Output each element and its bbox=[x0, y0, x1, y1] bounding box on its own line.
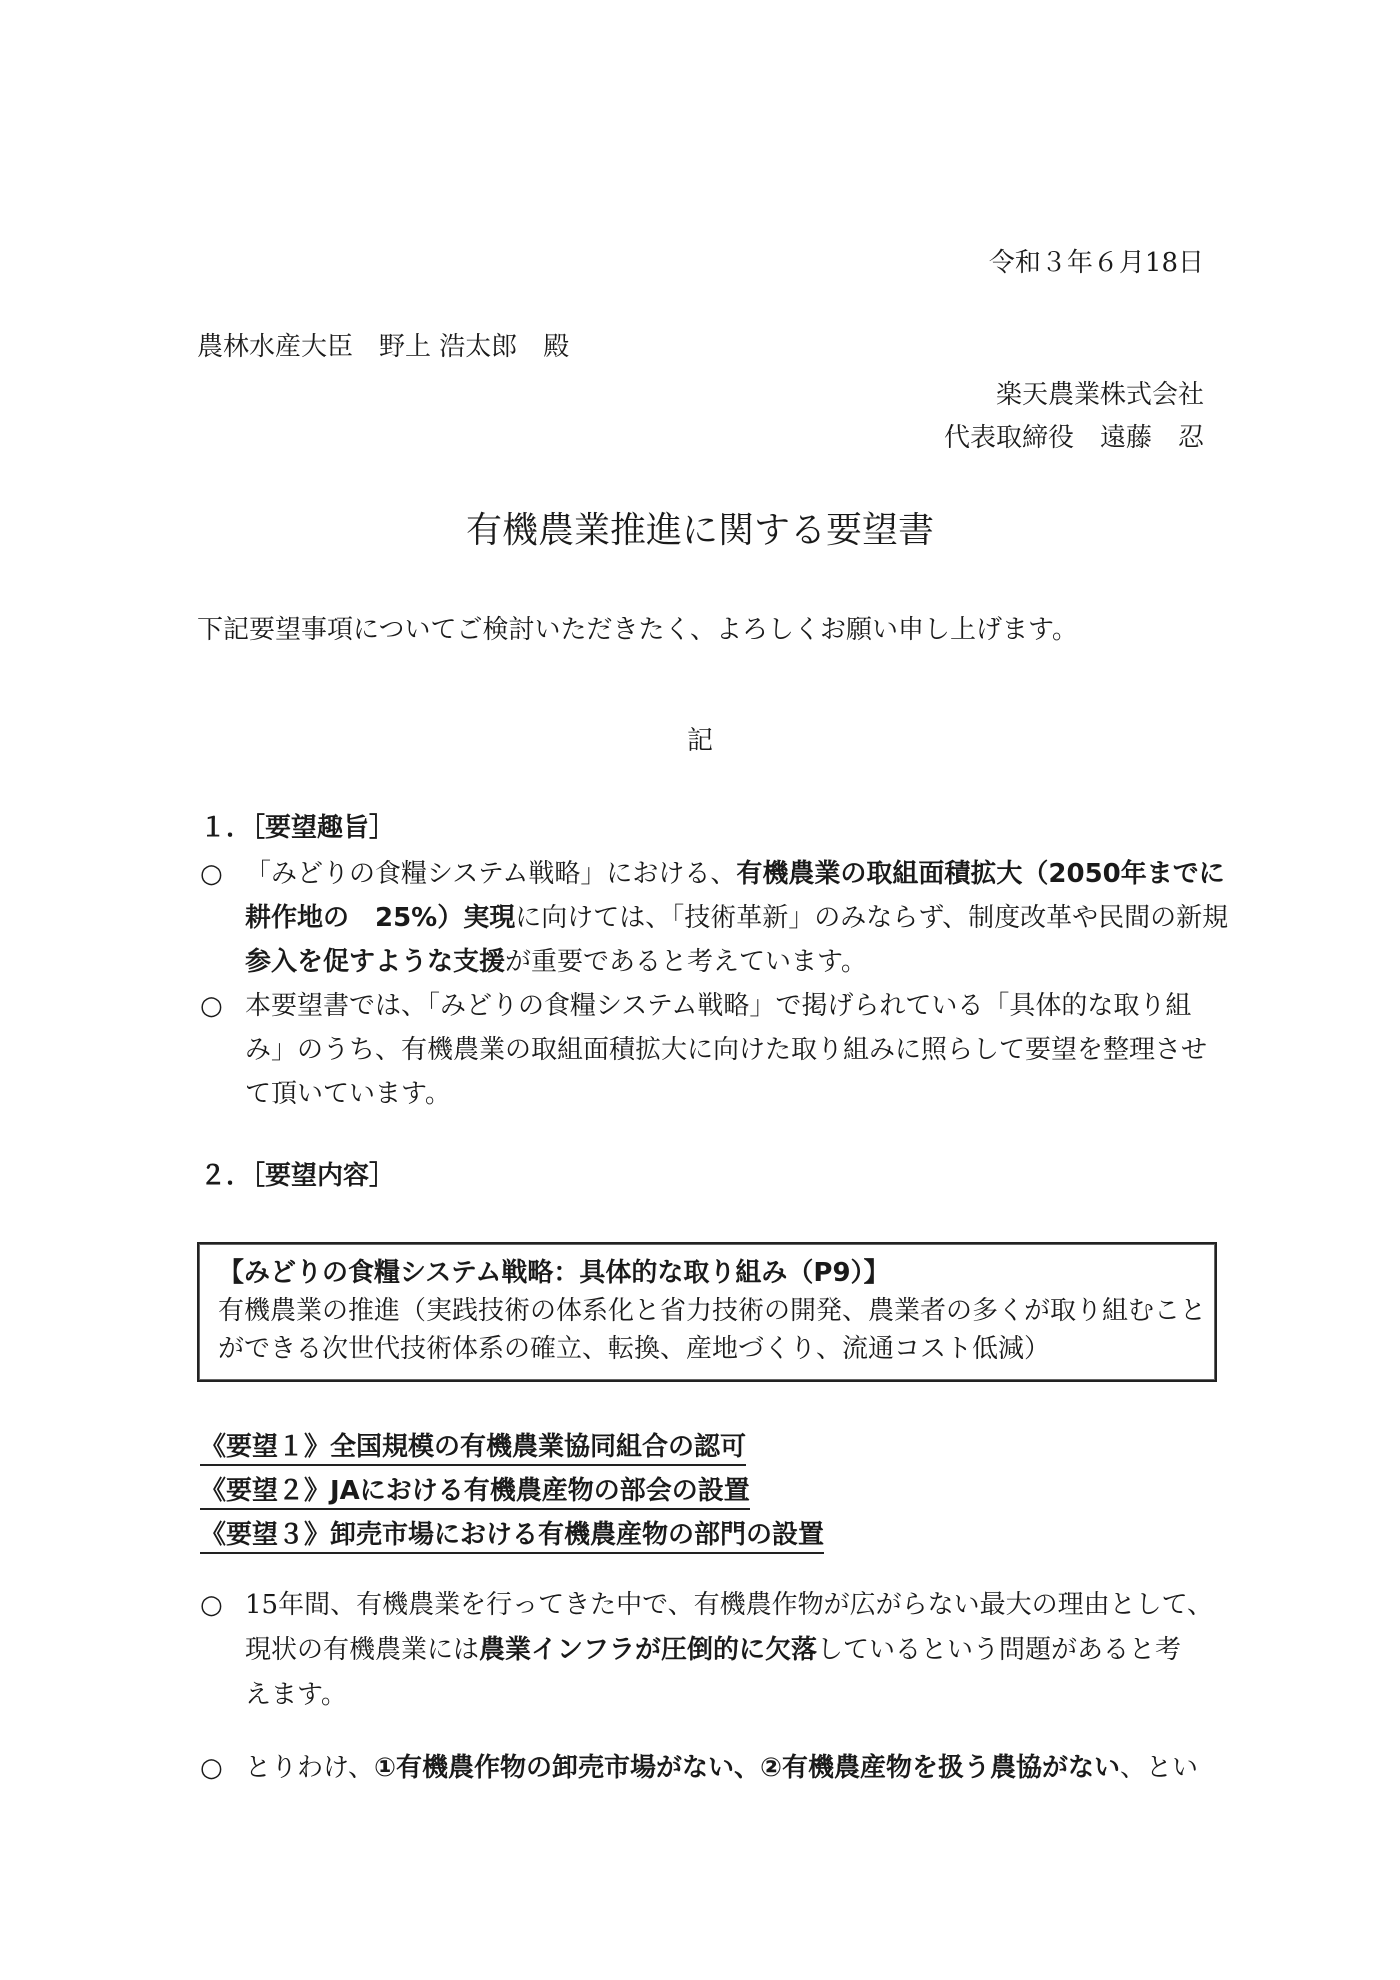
bullet-marker: ○ bbox=[200, 991, 223, 1021]
para1-line1: 15年間、有機農業を行ってきた中で、有機農作物が広がらない最大の理由として、 bbox=[245, 1590, 1214, 1620]
para1-line3: えます。 bbox=[245, 1680, 347, 1710]
s1-item1-line1 bbox=[245, 861, 1225, 887]
s1-item2-line1: 本要望書では、「みどりの食糧システム戦略」で掲げられている「具体的な取り組 bbox=[245, 991, 1192, 1021]
text-normal: 、とい bbox=[1120, 1753, 1199, 1783]
text-normal: が重要であると考えています。 bbox=[505, 947, 867, 977]
intro-text: 下記要望事項についてご検討いただきたく、よろしくお願い申し上げます。 bbox=[197, 615, 1078, 645]
section1-heading: １．［要望趣旨］ bbox=[200, 813, 396, 843]
ki-heading: 記 bbox=[686, 726, 713, 756]
bullet-marker: ○ bbox=[200, 1753, 223, 1783]
text-bold: 有機農業の取組面積拡大（2050年までに bbox=[736, 859, 1225, 889]
para1-line2 bbox=[245, 1637, 1181, 1663]
s1-item2-line3: て頂いています。 bbox=[245, 1079, 451, 1109]
text-bold: ①有機農作物の卸売市場がない、②有機農産物を扱う農協がない bbox=[373, 1753, 1120, 1783]
addressee: 農林水産大臣 野上 浩太郎 殿 bbox=[197, 332, 570, 362]
date: 令和３年６月18日 bbox=[988, 248, 1204, 278]
s1-item2-line2: み」のうち、有機農業の取組面積拡大に向けた取り組みに照らして要望を整理させ bbox=[245, 1035, 1208, 1065]
bullet-marker: ○ bbox=[200, 859, 223, 889]
text-bold: 参入を促すような支援 bbox=[245, 947, 506, 977]
request-1: 《要望１》全国規模の有機農業協同組合の認可 bbox=[200, 1434, 746, 1466]
text-normal: とりわけ、 bbox=[245, 1753, 374, 1783]
text-normal: しているという問題があると考 bbox=[817, 1635, 1182, 1665]
para2-line1 bbox=[245, 1755, 1198, 1781]
request-3: 《要望３》卸売市場における有機農産物の部門の設置 bbox=[200, 1522, 824, 1554]
sender-company: 楽天農業株式会社 bbox=[995, 380, 1204, 410]
text-normal: に向けては、「技術革新」のみならず、制度改革や民間の新規 bbox=[515, 903, 1229, 933]
text-bold: 耕作地の 25%）実現 bbox=[245, 903, 516, 933]
bullet-marker: ○ bbox=[200, 1590, 223, 1620]
s1-item1-line3 bbox=[245, 949, 867, 975]
text-normal: 「みどりの食糧システム戦略」における、 bbox=[245, 859, 737, 889]
section2-heading: ２．［要望内容］ bbox=[200, 1161, 396, 1191]
s1-item1-line2 bbox=[245, 905, 1228, 931]
strategy-box-title: 【みどりの食糧システム戦略：具体的な取り組み（P9）】 bbox=[218, 1258, 890, 1288]
document-title: 有機農業推進に関する要望書 bbox=[465, 510, 934, 551]
sender-representative: 代表取締役 遠藤 忍 bbox=[943, 423, 1204, 453]
strategy-box-line1: 有機農業の推進（実践技術の体系化と省力技術の開発、農業者の多くが取り組むこと bbox=[218, 1296, 1207, 1326]
text-normal: 現状の有機農業には bbox=[245, 1635, 480, 1665]
text-bold: 農業インフラが圧倒的に欠落 bbox=[479, 1635, 818, 1665]
request-2: 《要望２》JAにおける有機農産物の部会の設置 bbox=[200, 1478, 750, 1510]
strategy-box-line2: ができる次世代技術体系の確立、転換、産地づくり、流通コスト低減） bbox=[218, 1334, 1051, 1364]
